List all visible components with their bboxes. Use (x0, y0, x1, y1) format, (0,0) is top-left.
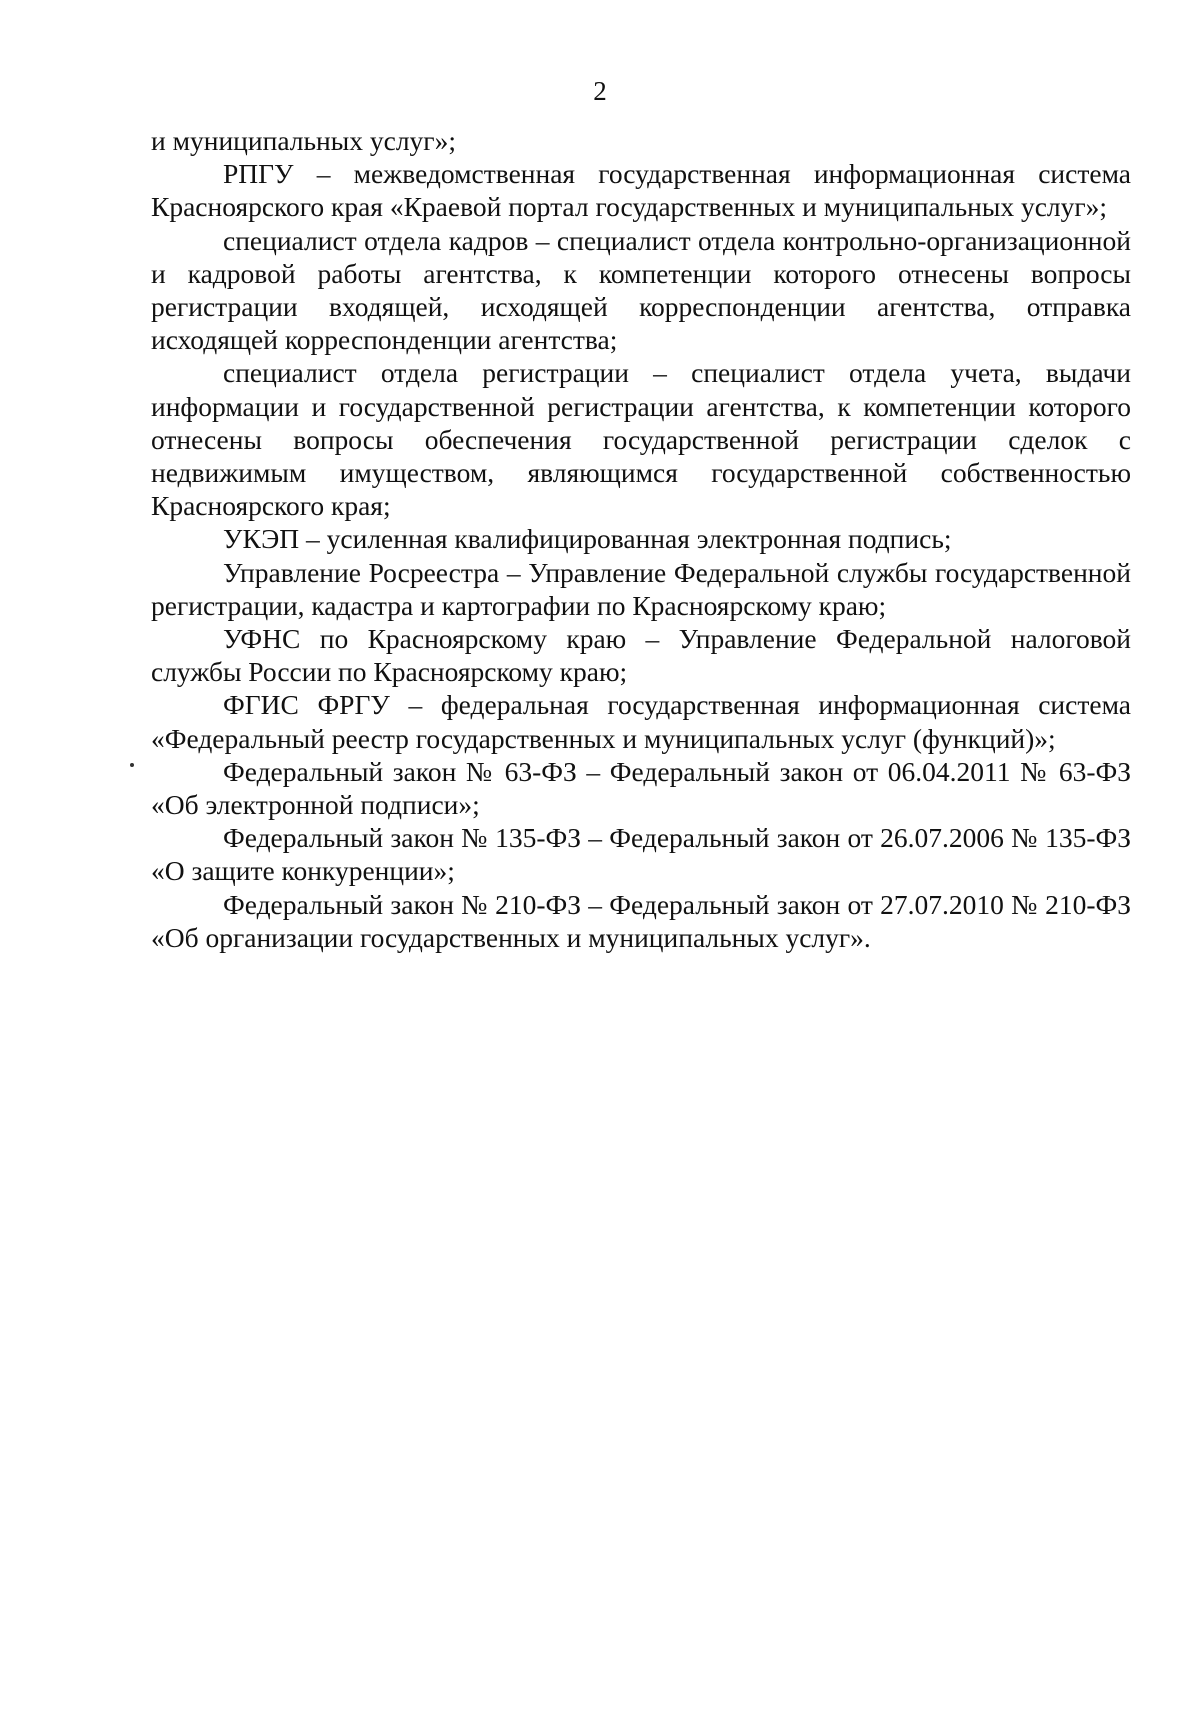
definition-law-63: Федеральный закон № 63-ФЗ – Федеральный закон от 06.04.2011 № 63-ФЗ «Об электронной подписи»; (151, 755, 1131, 821)
margin-mark (130, 763, 134, 767)
definition-rosreestr: Управление Росреестра – Управление Федеральной службы государственной регистрации, кадастра и картографии по Красноярскому краю; (151, 556, 1131, 621)
definition-ufns: УФНС по Красноярскому краю – Управление Федеральной налоговой службы России по Красноярскому краю; (151, 623, 1131, 688)
definition-registration-specialist: специалист отдела регистрации – специалист отдела учета, выдачи информации и государственной регистрации агентства, к компетенции которого отнесены вопросы обеспечения государственной регистрации сделок с недвижимым имуществом, являющимся государственной собственностью Красноярского края; (151, 357, 1131, 522)
paragraph-continuation: и муниципальных услуг»; (151, 125, 456, 156)
definition-ukep: УКЭП – усиленная квалифицированная электронная подпись; (223, 523, 952, 555)
definition-hr-specialist: специалист отдела кадров – специалист отдела контрольно-организационной и кадровой работы агентства, к компетенции которого отнесены вопросы регистрации входящей, исходящей корреспонденции агентства, отправка исходящей корреспонденции агентства; (151, 224, 1131, 356)
document-body (151, 124, 1131, 954)
definition-law-210: Федеральный закон № 210-ФЗ – Федеральный закон от 27.07.2010 № 210-ФЗ «Об организации государственных и муниципальных услуг». (151, 888, 1131, 953)
page-number: 2 (593, 76, 607, 106)
definition-law-135: Федеральный закон № 135-ФЗ – Федеральный закон от 26.07.2006 № 135-ФЗ «О защите конкуренции»; (151, 822, 1131, 887)
definition-fgis-frgu: ФГИС ФРГУ – федеральная государственная информационная система «Федеральный реестр государственных и муниципальных услуг (функций)»; (151, 689, 1131, 754)
definition-rpgu: РПГУ – межведомственная государственная информационная система Красноярского края «Краевой портал государственных и муниципальных услуг»; (151, 158, 1131, 223)
